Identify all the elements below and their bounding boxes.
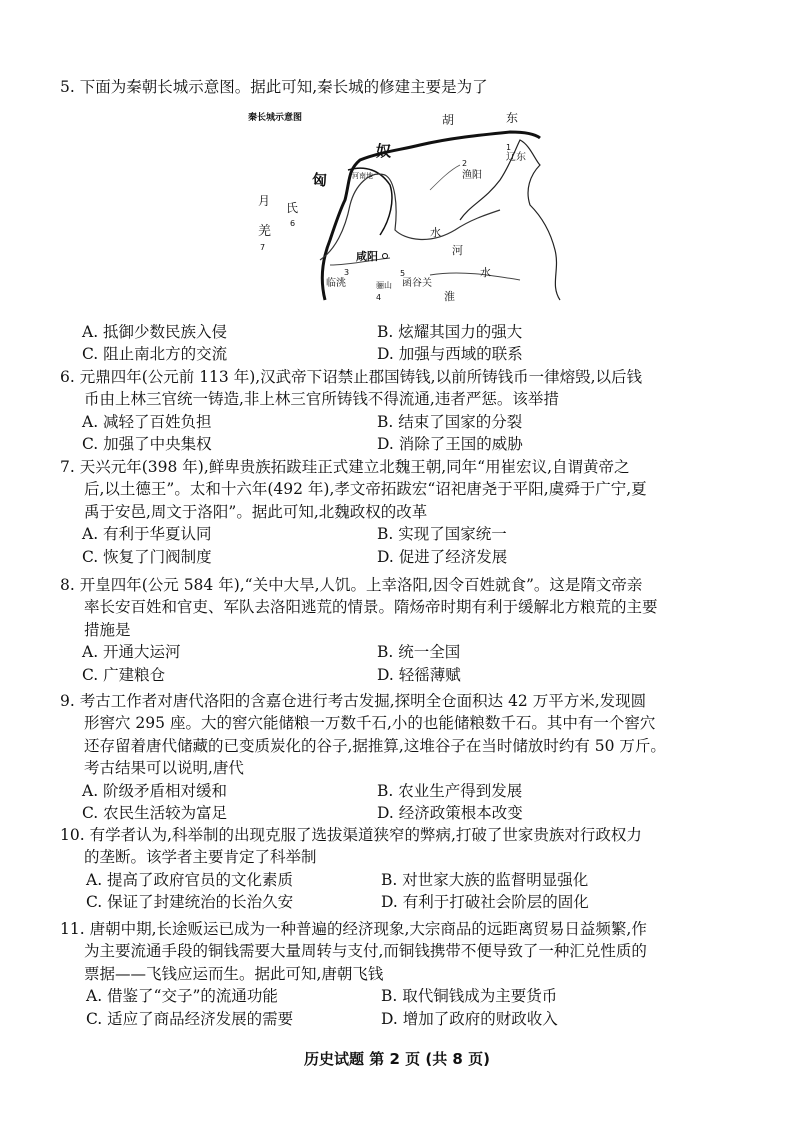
q8-option-c[interactable]: C. 广建粮仓 (82, 665, 166, 684)
label-yue: 月 (258, 194, 271, 208)
question-11-stem: 11. 唐朝中期,长途贩运已成为一种普遍的经济现象,大宗商品的远距离贸易日益频繁,作 (60, 920, 647, 938)
q8-option-d[interactable]: D. 轻徭薄赋 (377, 665, 461, 684)
question-6-stem-2: 币由上林三官统一铸造,非上林三官所铸钱不得流通,违者严惩。该举措 (84, 390, 559, 409)
q6-option-d[interactable]: D. 消除了王国的威胁 (377, 435, 523, 454)
label-xianyang: 咸阳 (356, 250, 378, 263)
label-n6: 6 (290, 219, 296, 228)
question-5-options (60, 321, 750, 366)
label-henan: 河南地 (352, 172, 373, 180)
q10-option-c[interactable]: C. 保证了封建统治的长治久安 (86, 893, 294, 912)
question-11-stem-2: 为主要流通手段的铜钱需要大量周转与支付,而铜钱携带不便导致了一种汇兑性质的 (84, 942, 647, 961)
q9-option-a[interactable]: A. 阶级矛盾相对缓和 (82, 781, 228, 800)
map-title: 秦长城示意图 (248, 113, 303, 123)
question-8-stem-2: 率长安百姓和官吏、军队去洛阳逃荒的情景。隋炀帝时期有利于缓解北方粮荒的主要 (84, 598, 658, 617)
label-n3: 3 (344, 268, 350, 277)
xianyang-marker (383, 254, 388, 259)
q6-option-a[interactable]: A. 减轻了百姓负担 (82, 412, 212, 431)
q6-option-c[interactable]: C. 加强了中央集权 (82, 435, 212, 454)
coastline (460, 140, 560, 300)
label-liaodong: 辽东 (506, 152, 526, 163)
label-n1: 1 (506, 143, 512, 152)
question-6-stem: 6. 元鼎四年(公元前 113 年),汉武帝下诏禁止郡国铸钱,以前所铸钱币一律熔毁,以后钱 (60, 368, 643, 386)
q10-option-a[interactable]: A. 提高了政府官员的文化素质 (86, 870, 294, 889)
q7-option-b[interactable]: B. 实现了国家统一 (377, 525, 507, 544)
label-n5: 5 (400, 269, 406, 278)
question-10-stem: 10. 有学者认为,科举制的出现克服了选拔渠道狭窄的弊病,打破了世家贵族对行政权力 (60, 826, 642, 844)
q10-option-b[interactable]: B. 对世家大族的监督明显强化 (381, 870, 589, 889)
label-shi: 氏 (286, 201, 299, 215)
q9-option-b[interactable]: B. 农业生产得到发展 (377, 781, 523, 800)
question-8-stem-3: 措施是 (84, 620, 131, 639)
question-9-stem-4: 考古结果可以说明,唐代 (84, 759, 244, 778)
question-6 (60, 366, 750, 456)
label-qiang: 羌 (258, 224, 272, 239)
q11-option-b[interactable]: B. 取代铜钱成为主要货币 (381, 987, 558, 1006)
q9-option-d[interactable]: D. 经济政策根本改变 (377, 804, 523, 823)
question-8 (60, 574, 750, 686)
q11-option-c[interactable]: C. 适应了商品经济发展的需要 (86, 1009, 294, 1028)
label-hu: 胡 (442, 113, 455, 127)
label-xiongnu-1: 奴 (376, 142, 392, 160)
huai-river (430, 273, 520, 280)
q5-option-d[interactable]: D. 加强与西域的联系 (377, 345, 523, 364)
label-lishan: 骊山 (376, 281, 392, 290)
q11-option-a[interactable]: A. 借鉴了“交子”的流通功能 (86, 987, 278, 1006)
question-10 (60, 824, 750, 914)
question-7-stem-3: 禹于安邑,周文于洛阳”。据此可知,北魏政权的改革 (84, 502, 428, 521)
q5-option-c[interactable]: C. 阻止南北方的交流 (82, 345, 228, 364)
q6-option-b[interactable]: B. 结束了国家的分裂 (377, 412, 523, 431)
river-north (430, 165, 460, 190)
label-dong: 东 (506, 111, 519, 125)
question-5-stem: 5. 下面为秦朝长城示意图。据此可知,秦长城的修建主要是为了 (60, 78, 488, 96)
label-he: 河 (452, 244, 463, 257)
label-shui-2: 水 (480, 266, 491, 279)
label-huai: 淮 (444, 290, 455, 302)
label-hanguguan: 函谷关 (402, 278, 432, 289)
q11-option-d[interactable]: D. 增加了政府的财政收入 (381, 1009, 558, 1028)
q7-option-c[interactable]: C. 恢复了门阀制度 (82, 547, 212, 566)
label-xiongnu-2: 匈 (312, 171, 328, 189)
q10-option-d[interactable]: D. 有利于打破社会阶层的固化 (381, 893, 589, 912)
label-n7: 7 (260, 243, 266, 252)
question-7-stem: 7. 天兴元年(398 年),鲜卑贵族拓跋珪正式建立北魏王朝,同年“用崔宏议,自谓黄帝之 (60, 458, 630, 476)
label-yuyang: 渔阳 (462, 170, 482, 181)
question-11 (60, 918, 750, 1030)
q8-option-a[interactable]: A. 开通大运河 (82, 643, 181, 662)
qin-great-wall-map (230, 110, 570, 302)
question-7-stem-2: 后,以土德王”。太和十六年(492 年),孝文帝拓跋宏“诏祀唐尧于平阳,虞舜于广宁,夏 (84, 480, 647, 499)
q5-option-a[interactable]: A. 抵御少数民族入侵 (82, 323, 228, 341)
page-footer: 历史试题 第 2 页 (共 8 页) (304, 1050, 490, 1068)
question-5 (60, 76, 750, 98)
question-10-stem-2: 的垄断。该学者主要肯定了科举制 (84, 848, 317, 867)
label-shui-1: 水 (430, 226, 441, 239)
q7-option-a[interactable]: A. 有利于华夏认同 (82, 525, 212, 544)
question-7 (60, 456, 750, 568)
question-11-stem-3: 票据——飞钱应运而生。据此可知,唐朝飞钱 (84, 964, 384, 983)
label-n2: 2 (462, 159, 468, 168)
q5-option-b[interactable]: B. 炫耀其国力的强大 (377, 323, 523, 341)
label-lintao: 临洮 (326, 278, 346, 289)
label-n4: 4 (376, 293, 382, 302)
q8-option-b[interactable]: B. 统一全国 (377, 643, 461, 662)
q9-option-c[interactable]: C. 农民生活较为富足 (82, 804, 228, 823)
question-9-stem-3: 还存留着唐代储藏的已变质炭化的谷子,据推算,这堆谷子在当时储放时约有 50 万斤。 (84, 736, 666, 755)
question-8-stem: 8. 开皇四年(公元 584 年),“关中大旱,人饥。上幸洛阳,因令百姓就食”。这是隋文帝亲 (60, 576, 643, 594)
question-9-stem: 9. 考古工作者对唐代洛阳的含嘉仓进行考古发掘,探明全仓面积达 42 万平方米,发现圆 (60, 692, 647, 710)
q7-option-d[interactable]: D. 促进了经济发展 (377, 547, 508, 566)
question-9 (60, 690, 750, 824)
question-9-stem-2: 形窖穴 295 座。大的窖穴能储粮一万数千石,小的也能储粮数千石。其中有一个窖穴 (84, 714, 656, 733)
